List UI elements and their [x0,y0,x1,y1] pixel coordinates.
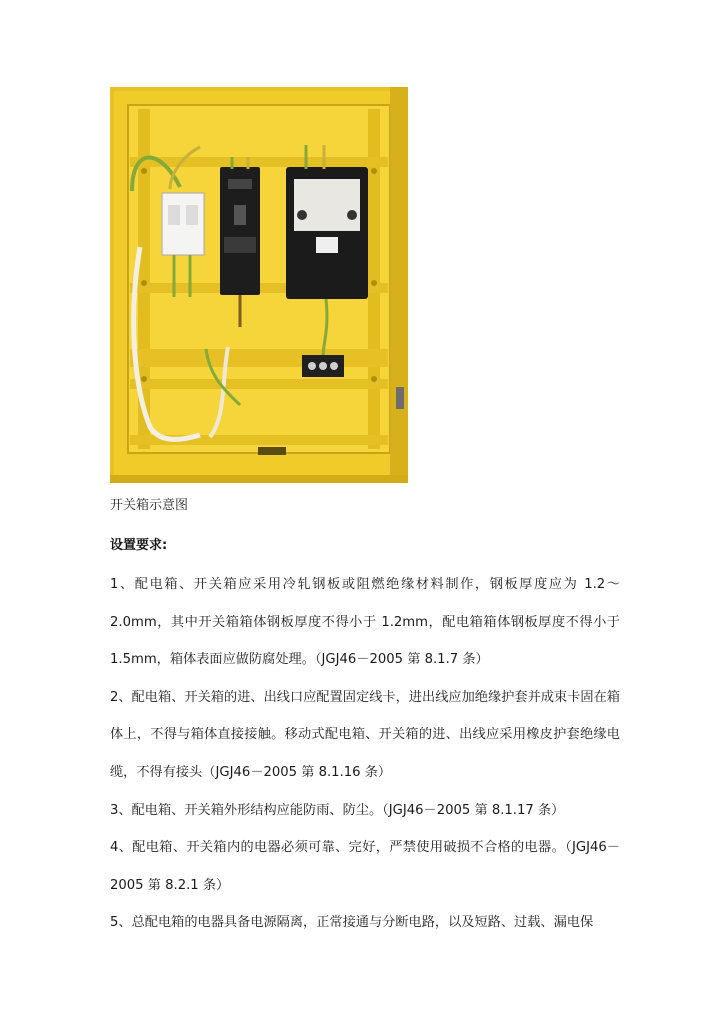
requirement-item-5: 5、总配电箱的电器具备电源隔离，正常接通与分断电路，以及短路、过载、漏电保 [110,915,594,931]
requirement-item-4: 4、配电箱、开关箱内的电器必须可靠、完好，严禁使用破损不合格的电器。（JGJ46－2005 第 8.2.1 条） [110,840,620,893]
section-heading: 设置要求: [110,538,168,553]
switch-box-photo [110,87,408,483]
requirement-item-1: 1、配电箱、开关箱应采用冷轧钢板或阻燃绝缘材料制作，钢板厚度应为 1.2～2.0mm，其中开关箱箱体钢板厚度不得小于 1.2mm，配电箱箱体钢板厚度不得小于 1.5mm，箱体表面应做防腐处理。（JGJ46－2005 第 8.1.7 条） [110,577,620,668]
requirement-item-3: 3、配电箱、开关箱外形结构应能防雨、防尘。（JGJ46－2005 第 8.1.17 条） [110,802,565,818]
requirement-item-2: 2、配电箱、开关箱的进、出线口应配置固定线卡，进出线应加绝缘护套并成束卡固在箱体上，不得与箱体直接接触。移动式配电箱、开关箱的进、出线应采用橡皮护套绝缘电缆，不得有接头（JGJ46－2005 第 8.1.16 条） [110,689,620,780]
figure-caption: 开关箱示意图 [110,498,189,513]
requirements-list [110,566,620,942]
